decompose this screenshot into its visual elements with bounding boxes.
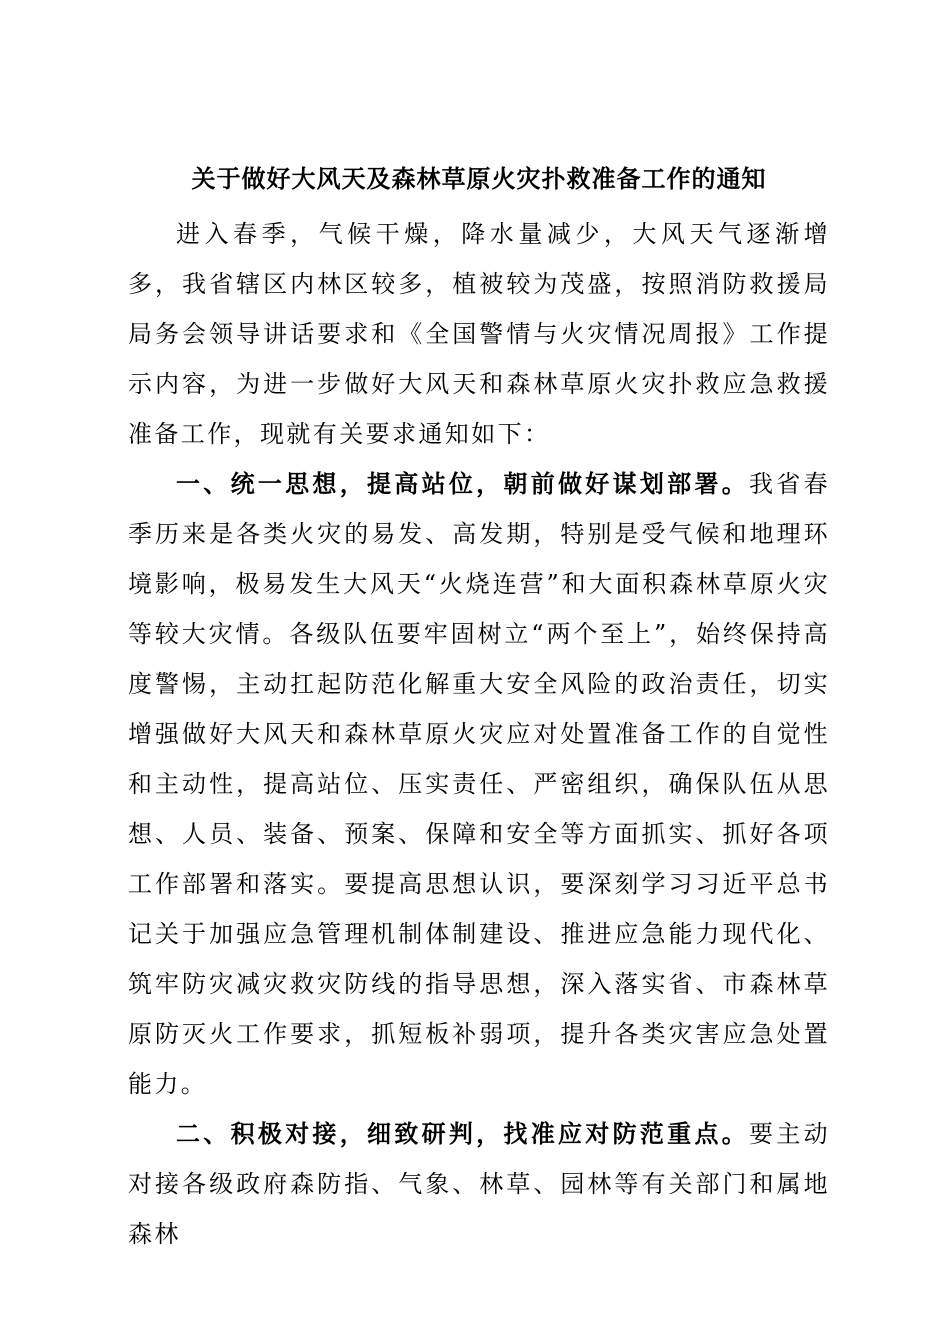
- section-1-body: 我省春季历来是各类火灾的易发、高发期，特别是受气候和地理环境影响，极易发生大风天“火烧连营”和大面积森林草原火灾等较大灾情。各级队伍要牢固树立“两个至上”，始终保持高度警惕，主动扛起防范化解重大安全风险的政治责任，切实增强做好大风天和森林草原火灾应对处置准备工作的自觉性和主动性，提高站位、压实责任、严密组织，确保队伍从思想、人员、装备、预案、保障和安全等方面抓实、抓好各项工作部署和落实。要提高思想认识，要深刻学习习近平总书记关于加强应急管理机制体制建设、推进应急能力现代化、筑牢防灾减灾救灾防线的指导思想，深入落实省、市森林草原防灭火工作要求，抓短板补弱项，提升各类灾害应急处置能力。: [128, 470, 830, 1098]
- intro-paragraph: 进入春季，气候干燥，降水量减少，大风天气逐渐增多，我省辖区内林区较多，植被较为茂盛，按照消防救援局局务会领导讲话要求和《全国警情与火灾情况周报》工作提示内容，为进一步做好大风天和森林草原火灾扑救应急救援准备工作，现就有关要求通知如下：: [128, 220, 830, 448]
- document-title: 关于做好大风天及森林草原火灾扑救准备工作的通知: [191, 164, 767, 193]
- section-2-body: 要主动对接各级政府森防指、气象、林草、园林等有关部门和属地森林: [128, 1120, 830, 1248]
- section-1-heading: 一、统一思想，提高站位，朝前做好谋划部署。: [176, 469, 750, 498]
- section-2-paragraph: [128, 1109, 830, 1259]
- section-2-heading: 二、积极对接，细致研判，找准应对防范重点。: [176, 1119, 750, 1148]
- document-page: [128, 163, 830, 1259]
- section-1-paragraph: [128, 459, 830, 1109]
